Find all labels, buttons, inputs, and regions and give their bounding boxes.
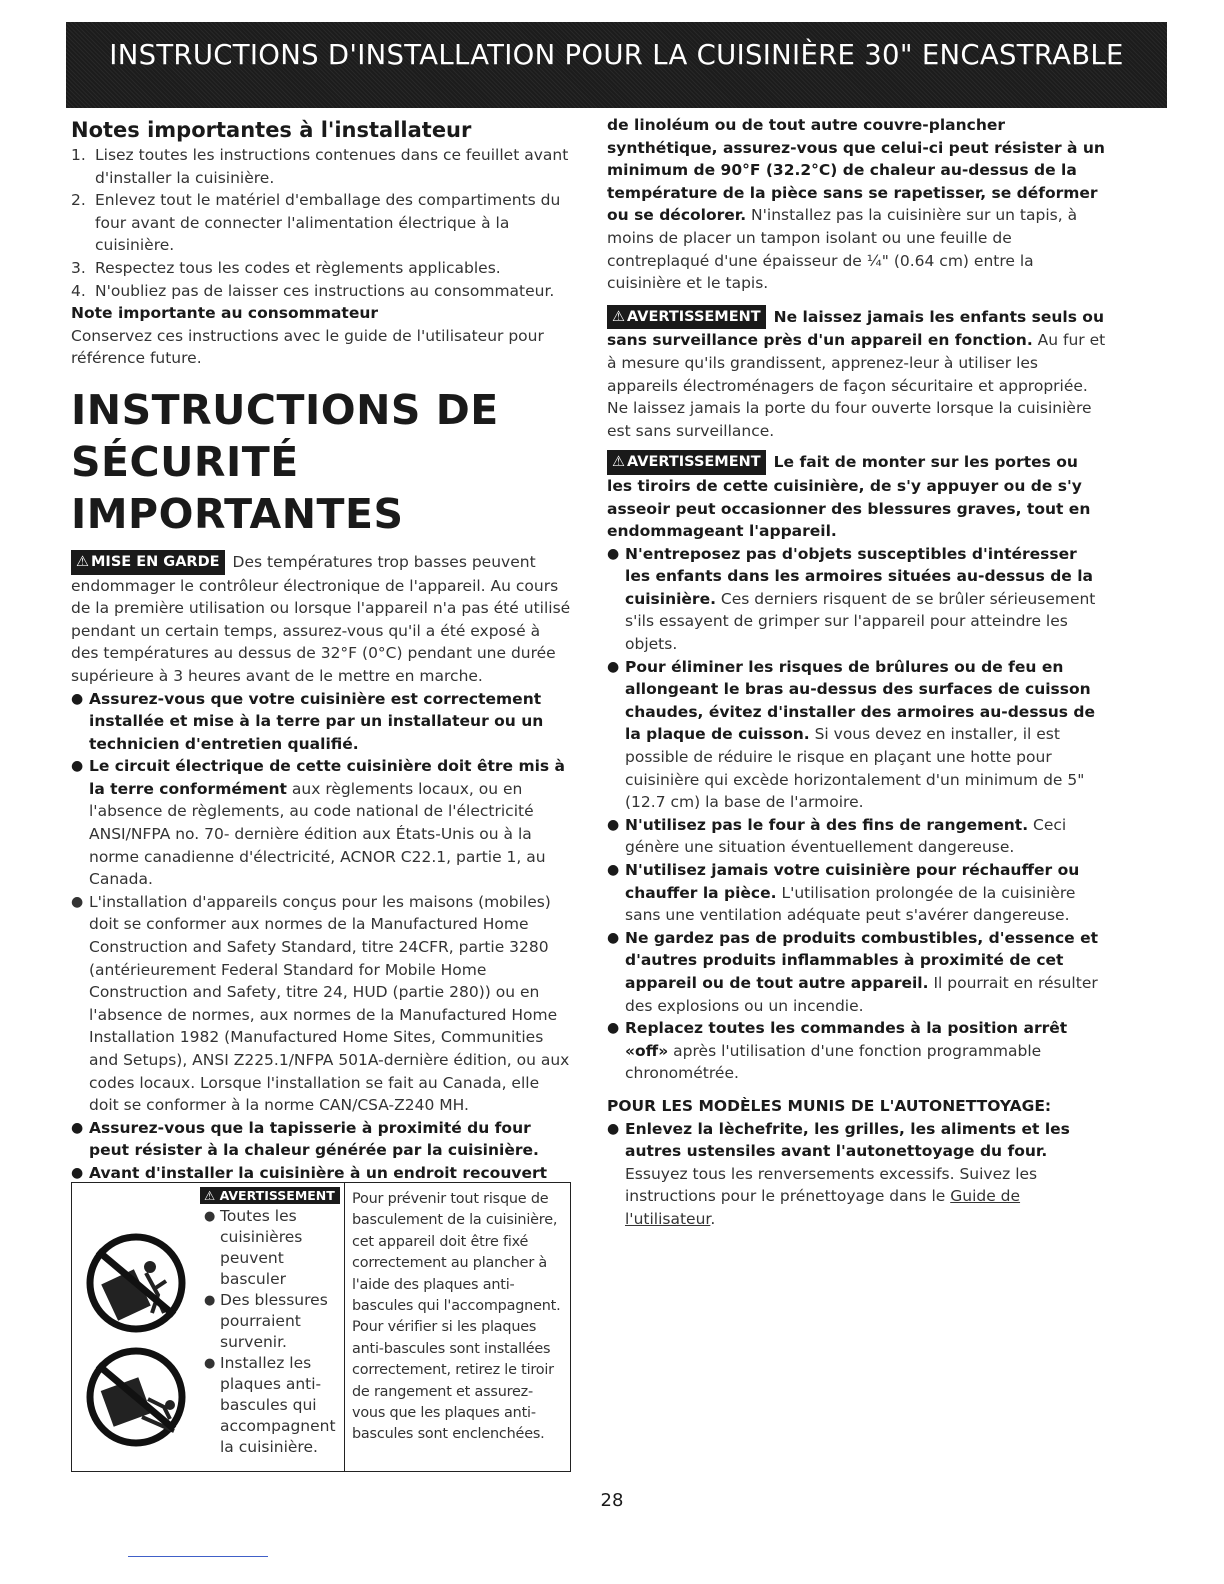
- caution-text: Des températures trop basses peuvent endommager le contrôleur électronique de l'appareil. Au cours de la première utilisation ou lorsque l'appareil n'a pas été utilisé pendant un certain temps, assurez-vous qu'il a été exposé à des températures au dessus de 32°F (0°C) pendant une durée supérieure à 3 heures avant de le mettre en marche.: [71, 552, 571, 685]
- bullet-text: Si vous devez en installer, il est possible de réduire le risque en plaçant une hotte pour cuisinière qui excède horizontalement d'un minimum de 5" (12.7 cm) la base de l'armoire.: [625, 725, 1085, 812]
- warning-text: Au fur et à mesure qu'ils grandissent, apprenez-leur à utiliser les appareils électroménagers de façon sécuritaire et appropriée. Ne laissez jamais la porte du four ouverte lorsque la cuisinière est sans surveillance.: [607, 331, 1106, 440]
- door-warning: [607, 450, 1107, 542]
- bullet-text: Ces derniers risquent de se brûler sérieusement s'ils essayent de grimper sur l'appareil pour atteindre les objets.: [625, 589, 1096, 654]
- list-item: [607, 1118, 1107, 1231]
- list-item: [71, 755, 571, 891]
- list-item: [204, 1290, 340, 1353]
- bullet-icon: ●: [607, 658, 620, 675]
- warning-item-text: Toutes les cuisinières peuvent basculer: [220, 1207, 303, 1288]
- bullet-text: Essuyez tous les renversements excessifs. Suivez les instructions pour le prénettoyage dans le: [625, 1164, 1038, 1206]
- warning-tag: ⚠ AVERTISSEMENT: [200, 1187, 340, 1204]
- warning-tag-label: AVERTISSEMENT: [219, 1188, 335, 1203]
- bullet-icon: ●: [607, 1120, 620, 1137]
- caution-paragraph: [71, 550, 571, 688]
- bullet-icon: ●: [71, 758, 84, 775]
- right-column: [607, 114, 1107, 1231]
- self-clean-bullets: [607, 1118, 1107, 1231]
- bullet-text: L'installation d'appareils conçus pour les maisons (mobiles) doit se conformer aux normes de la Manufactured Home Construction and Safety Standard, titre 24CFR, partie 3280 (antérieurement Federal Standard for Mobile Home Construction and Safety, titre 24, HUD (partie 280)) ou en l'absence de normes, aux normes de la Manufactured Home Installation 1982 (Manufactured Home Sites, Communities and Setups), ANSI Z225.1/NFPA 501A-dernière édition, ou aux codes locaux. Lorsque l'installation se fait au Canada, elle doit se conformer à la norme CAN/CSA-Z240 MH.: [89, 892, 570, 1115]
- safety-bullets: [71, 688, 571, 1185]
- left-column: [71, 114, 571, 1185]
- item-text: N'oubliez pas de laisser ces instructions au consommateur.: [95, 281, 555, 300]
- item-text: Respectez tous les codes et règlements applicables.: [95, 258, 501, 277]
- user-guide-link[interactable]: Guide de l'utilisateur: [625, 1187, 1021, 1228]
- consumer-note-heading: Note importante au consommateur: [71, 304, 379, 323]
- item-number: 1.: [71, 146, 86, 164]
- list-item: [204, 1353, 340, 1458]
- warning-middle: [200, 1187, 340, 1458]
- warning-tag-label: AVERTISSEMENT: [627, 308, 761, 325]
- bullet-text: après l'utilisation d'une fonction programmable chronométrée.: [625, 1041, 1042, 1083]
- list-item: [607, 543, 1107, 656]
- item-number: 2.: [71, 191, 86, 210]
- installer-notes-heading: Notes importantes à l'installateur: [71, 118, 472, 142]
- safety-title-line: SÉCURITÉ IMPORTANTES: [71, 437, 404, 538]
- warning-pictograms: [78, 1233, 198, 1457]
- bullet-bold-text: Enlevez la lèchefrite, les grilles, les aliments et les autres ustensiles avant l'autonettoyage du four.: [625, 1119, 1070, 1161]
- list-item: [71, 257, 571, 280]
- bullet-icon: ●: [71, 893, 84, 910]
- bullet-bold-text: N'entreposez pas d'objets susceptibles d'intéresser les enfants dans les armoires situées au-dessus de la cuisinière.: [625, 544, 1093, 608]
- item-text: Enlevez tout le matériel d'emballage des compartiments du four avant de connecter l'alimentation électrique à la cuisinière.: [95, 191, 561, 255]
- list-item: [607, 1017, 1107, 1085]
- tip-over-prohibited-icon: [78, 1233, 196, 1453]
- anti-tip-warning-box: [71, 1182, 571, 1472]
- warning-triangle-icon: ⚠: [76, 553, 89, 570]
- bullet-icon: ●: [71, 690, 84, 707]
- list-item: [607, 859, 1107, 927]
- consumer-note-text: Conservez ces instructions avec le guide de l'utilisateur pour référence future.: [71, 326, 544, 368]
- bullet-bold-text: N'utilisez pas le four à des fins de rangement.: [625, 815, 1029, 834]
- bullet-icon: ●: [204, 1293, 216, 1308]
- bullet-icon: ●: [607, 1020, 620, 1037]
- bullet-bold-text: Replacez toutes les commandes à la position arrêt «off»: [625, 1019, 1068, 1060]
- list-item: [71, 688, 571, 756]
- bullet-text: N'installez pas la cuisinière sur un tapis, à moins de placer un tampon isolant ou une feuille de contreplaqué d'une épaisseur de ¼" (0.64 cm) entre la cuisinière et le tapis.: [607, 206, 1078, 293]
- list-item: [607, 927, 1107, 1017]
- item-number: 4.: [71, 281, 86, 300]
- safety-title-line: INSTRUCTIONS DE: [71, 385, 499, 434]
- safety-title: [71, 384, 571, 540]
- list-item: [607, 814, 1107, 859]
- bullet-icon: ●: [71, 1119, 84, 1136]
- warning-bold-text: Le fait de monter sur les portes ou les tiroirs de cette cuisinière, de s'y appuyer ou de s'y asseoir peut occasionner des blessures graves, tout en endommageant l'appareil.: [607, 453, 1091, 541]
- warning-tag: [607, 305, 766, 330]
- item-number: 3.: [71, 258, 86, 277]
- bullet-text: Il pourrait en résulter des explosions ou un incendie.: [625, 973, 1098, 1015]
- warning-bold-text: Ne laissez jamais les enfants seuls ou sans surveillance près d'un appareil en fonction.: [607, 307, 1104, 350]
- bullet-text: L'utilisation prolongée de la cuisinière sans une ventilation adéquate peut s'avérer dangereuse.: [625, 883, 1076, 925]
- bullet-icon: ●: [607, 862, 620, 878]
- bullet-text: Avant d'installer la cuisinière à un endroit recouvert: [89, 1163, 548, 1182]
- bullet-bold-text: Ne gardez pas de produits combustibles, d'essence et d'autres produits inflammables à proximité de cet appareil ou de tout autre appareil.: [625, 928, 1099, 992]
- warning-tag-label: AVERTISSEMENT: [627, 454, 761, 471]
- bullet-bold-text: Pour éliminer les risques de brûlures ou de feu en allongeant le bras au-dessus des surfaces de cuisson chaudes, évitez d'installer des armoires au-dessus de la plaque de cuisson.: [625, 657, 1096, 744]
- warning-item-text: Installez les plaques anti-bascules qui accompagnent la cuisinière.: [220, 1354, 336, 1456]
- warning-triangle-icon: ⚠: [612, 308, 625, 325]
- footer-rule: [128, 1556, 268, 1557]
- linoleum-continuation: [607, 114, 1107, 295]
- children-warning: [607, 305, 1107, 443]
- list-item: [71, 891, 571, 1117]
- list-item: [607, 656, 1107, 814]
- list-item: [71, 1117, 571, 1162]
- bullet-icon: ●: [607, 545, 620, 562]
- bullet-icon: ●: [204, 1356, 216, 1371]
- bullet-icon: ●: [71, 1164, 84, 1181]
- item-text: Lisez toutes les instructions contenues dans ce feuillet avant d'installer la cuisinière.: [95, 146, 569, 187]
- page-number: 28: [600, 1490, 624, 1511]
- bullet-icon: ●: [607, 816, 620, 833]
- bullet-bold-text: N'utilisez jamais votre cuisinière pour réchauffer ou chauffer la pièce.: [625, 861, 1080, 902]
- warning-tag: [607, 450, 766, 475]
- header-banner: [66, 22, 1167, 108]
- self-clean-heading: POUR LES MODÈLES MUNIS DE L'AUTONETTOYAGE:: [607, 1096, 1052, 1115]
- bullet-bold-text: de linoléum ou de tout autre couvre-plancher synthétique, assurez-vous que celui-ci peut résister à un minimum de 90°F (32.2°C) de chaleur au-dessus de la température de la pièce sans se rapetisser, se déformer ou se décolorer.: [607, 116, 1105, 225]
- warning-item-text: Des blessures pourraient survenir.: [220, 1291, 328, 1351]
- list-item: [71, 280, 571, 303]
- list-item: [71, 189, 571, 257]
- anti-tip-instructions: Pour prévenir tout risque de basculement de la cuisinière, cet appareil doit être fixé correctement au plancher à l'aide des plaques anti-bascules qui l'accompagnent. Pour vérifier si les plaques anti-bascules sont installées correctement, retirez le tiroir de rangement et assurez-vous que les plaques anti-bascules sont enclenchées.: [352, 1191, 561, 1443]
- warning-list: [200, 1206, 340, 1458]
- caution-tag-label: MISE EN GARDE: [91, 553, 220, 570]
- bullet-text: Ceci génère une situation éventuellement dangereuse.: [625, 815, 1067, 857]
- bullet-icon: ●: [204, 1209, 216, 1224]
- list-item: [204, 1206, 340, 1290]
- warning-divider: [344, 1183, 345, 1471]
- bullet-bold-text: Le circuit électrique de cette cuisinière doit être mis à la terre conformément: [89, 757, 566, 798]
- bullet-icon: ●: [607, 929, 620, 946]
- right-safety-bullets: [607, 543, 1107, 1085]
- bullet-text: .: [710, 1209, 716, 1228]
- bullet-text: Assurez-vous que la tapisserie à proximité du four peut résister à la chaleur générée par la cuisinière.: [89, 1118, 539, 1160]
- list-item: [71, 144, 571, 189]
- installer-notes-list: [71, 144, 571, 302]
- bullet-text: Assurez-vous que votre cuisinière est correctement installée et mise à la terre par un installateur ou un technicien d'entretien qualifié.: [89, 689, 544, 753]
- page-title: INSTRUCTIONS D'INSTALLATION POUR LA CUISINIÈRE 30" ENCASTRABLE: [109, 39, 1124, 71]
- warning-triangle-icon: ⚠: [612, 454, 625, 471]
- bullet-text: aux règlements locaux, ou en l'absence de règlements, au code national de l'électricité ANSI/NFPA no. 70- dernière édition aux États-Unis ou à la norme canadienne d'électricité, ACNOR C22.1, partie 1, au Canada.: [89, 779, 546, 889]
- caution-tag: [71, 550, 225, 575]
